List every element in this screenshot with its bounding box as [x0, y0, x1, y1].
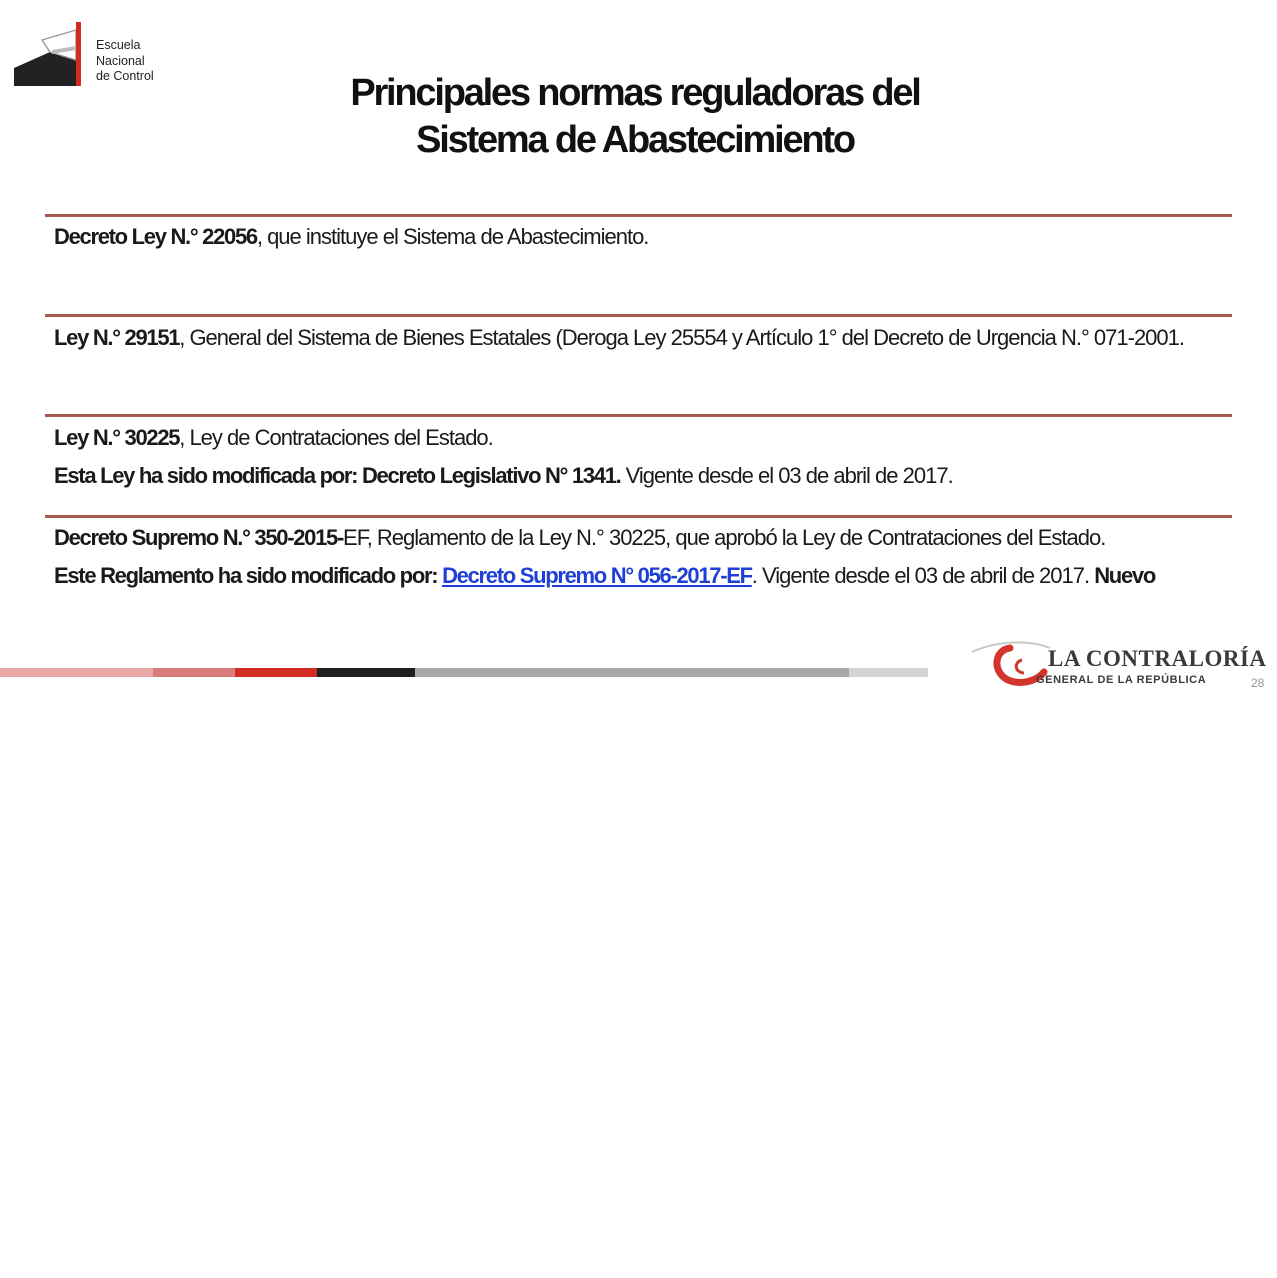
footer-color-band [317, 668, 415, 677]
norm-item [54, 523, 1224, 591]
school-name-line: Escuela [96, 38, 141, 52]
section-divider [45, 515, 1232, 518]
norm-name: Decreto Ley N.° 22056 [54, 224, 257, 249]
norm-note-text: . Vigente desde el 03 de abril de 2017. [751, 563, 1095, 588]
norm-note-bold: Esta Ley ha sido modificada por: Decreto Legislativo N° 1341. [54, 463, 621, 488]
page-number: 28 [1251, 676, 1265, 690]
norm-description: , General del Sistema de Bienes Estatales (Deroga Ley 25554 y Artículo 1° del Decreto de Urgencia N.° 071-2001. [179, 325, 1184, 350]
title-line-1: Principales normas reguladoras del [350, 72, 920, 114]
norm-item [54, 423, 1224, 491]
school-name-line: de Control [96, 69, 154, 83]
norm-description: EF, Reglamento de la Ley N.° 30225, que aprobó la Ley de Contrataciones del Estado. [343, 525, 1106, 550]
section-divider [45, 214, 1232, 217]
title-line-2: Sistema de Abastecimiento [416, 119, 854, 161]
decree-link[interactable]: Decreto Supremo N° 056-2017-EF [442, 563, 752, 588]
footer-color-band [153, 668, 235, 677]
norm-note-text: Vigente desde el 03 de abril de 2017. [620, 463, 953, 488]
new-tag: Nuevo [1094, 563, 1155, 588]
norm-item [54, 323, 1224, 353]
footer-color-band [235, 668, 317, 677]
brand-subtitle: GENERAL DE LA REPÚBLICA [1036, 674, 1207, 686]
norm-note-bold: Este Reglamento ha sido modificado por: [54, 563, 443, 588]
footer-color-band [849, 668, 928, 677]
footer-color-band [0, 668, 153, 677]
norm-name: Ley N.° 29151 [54, 325, 180, 350]
norm-name: Ley N.° 30225 [54, 425, 180, 450]
norm-item [54, 222, 1224, 252]
footer-color-band [415, 668, 849, 677]
section-divider [45, 314, 1232, 317]
section-divider [45, 414, 1232, 417]
norm-description: , que instituye el Sistema de Abastecimiento. [256, 224, 649, 249]
norm-name: Decreto Supremo N.° 350-2015- [54, 525, 344, 550]
page-title [0, 70, 1270, 164]
norm-description: , Ley de Contrataciones del Estado. [179, 425, 493, 450]
school-name-line: Nacional [96, 53, 145, 68]
brand-name: LA CONTRALORÍA [1048, 646, 1267, 671]
